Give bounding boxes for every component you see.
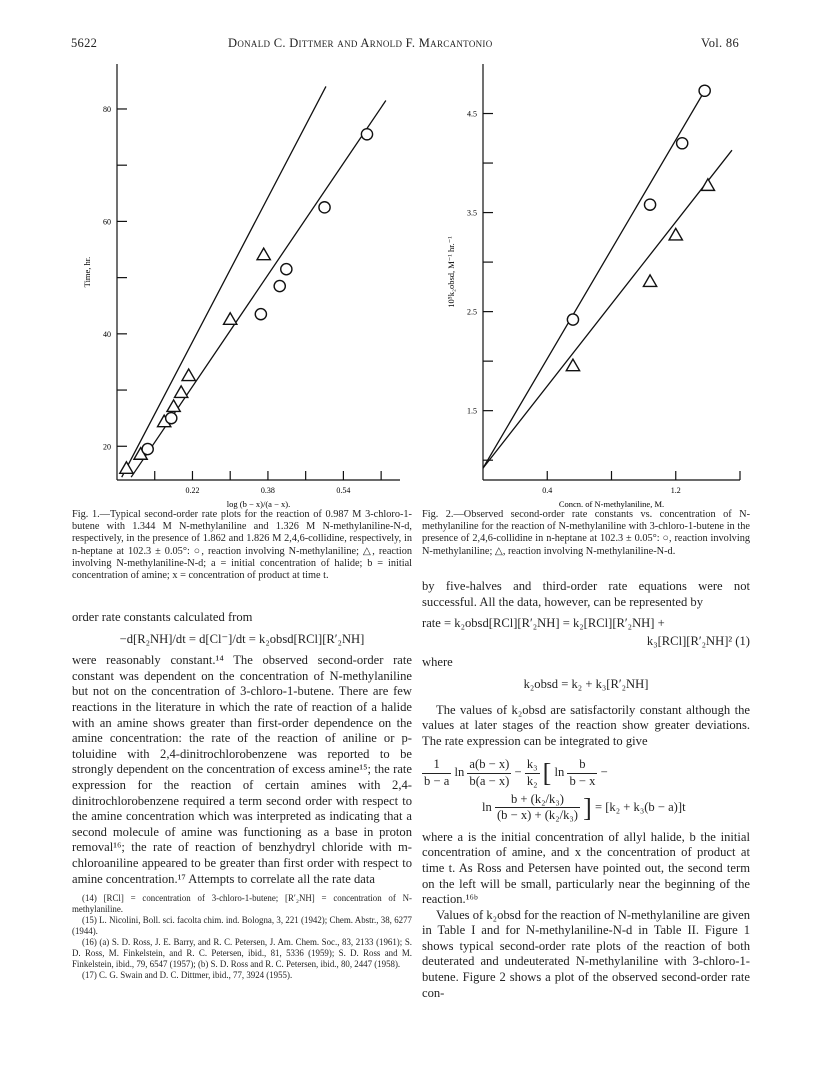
data-point-triangle	[669, 228, 682, 240]
fit-line-circle	[483, 91, 705, 468]
running-header-authors: Donald C. Dittmer and Arnold F. Marcantonio	[228, 36, 493, 50]
open-bracket: [	[542, 758, 552, 788]
data-point-triangle	[120, 462, 133, 474]
data-point-circle	[281, 264, 292, 275]
y-tick-label: 40	[103, 329, 111, 339]
data-point-circle	[319, 202, 330, 213]
figure-1-axes	[117, 64, 400, 480]
equation-1-line-1: rate = k₂obsd[RCl][R′₂NH] = k₂[RCl][R′₂NH] +	[422, 616, 665, 631]
left-paragraph-2: were reasonably constant.¹⁴ The observed second-order rate constant was dependent on the concentration of N-methylaniline but not on the concentration of 3-chloro-1-butene. There are few reactions in the literature in which the rate of reaction of a halide with an amine shows greater than first-order dependence on the amine concentration: the rate of the reaction of aniline or p-toluidine with 2,4-dinitrochlorobenzene was reported to be strongly dependent on the concentration of excess amine¹⁵; the rate expression for the reaction of certain amines with 2,4-dinitrochlorobenzene required a term second order with respect to the amine concentration which was interpreted as indicating that a second molecule of amine was functioning as a base in proton removal¹⁶; the rate of reaction of benzhydryl chloride with m-chloroaniline appeared to be greater than first order with respect to amine concentration.¹⁷ Attempts to correlate all the rate data	[72, 653, 412, 886]
footnote-16: (16) (a) S. D. Ross, J. E. Barry, and R. C. Petersen, J. Am. Chem. Soc., 83, 2133 (1961); S. D. Ross, M. Finkelstein, and R. C. Petersen, ibid., 81, 5336 (1959); S. D. Ross and M. Finkelstein, ibid., 79, 6547 (1957); (b) S. D. Ross and R. C. Petersen, ibid., 80, 2447 (1958).	[72, 937, 412, 970]
fit-line-triangle	[122, 86, 326, 477]
x-tick-label: 0.38	[260, 486, 275, 495]
integrated-equation-line-1	[422, 757, 750, 789]
right-column	[422, 579, 750, 1001]
data-point-circle	[677, 138, 688, 149]
right-paragraph-3: where a is the initial concentration of allyl halide, b the initial concentration of amine, and x the concentration of product at time t. As Ross and Petersen have pointed out, the second term on the left will be small, particularly near the beginning of the reaction.¹⁶ᵇ	[422, 829, 750, 907]
footnotes	[72, 893, 412, 981]
figure-1-caption: Fig. 1.—Typical second-order rate plots for the reaction of 0.987 M 3-chloro-1-butene with 1.344 M N-methylaniline and 1.326 M N-methylaniline-N-d, respectively, in the presence of 1.862 and 1.826 M 2,4,6-collidine, respectively, in n-heptane at 102.3 ± 0.05°: ○, reaction involving N-methylaniline; △, reaction involving N-methylaniline-N-d; a = initial concentration of halide; b = initial concentration of amine; x = concentration of product at time t.	[72, 509, 412, 582]
data-point-triangle	[643, 275, 656, 287]
fit-line-triangle	[483, 150, 732, 468]
data-point-circle	[142, 443, 153, 454]
close-bracket: ]	[583, 792, 592, 822]
data-point-triangle	[224, 313, 237, 325]
figure-2-markers	[566, 85, 714, 371]
equation-k2obsd: k₂obsd = k₂ + k₃[R′₂NH]	[523, 676, 649, 691]
y-tick-label: 3.5	[467, 208, 477, 218]
data-point-triangle	[167, 400, 180, 412]
left-column	[72, 610, 412, 981]
data-point-triangle	[701, 179, 714, 191]
left-paragraph-1: order rate constants calculated from	[72, 610, 253, 624]
y-tick-label: 1.5	[467, 406, 477, 416]
ln-symbol-2: ln	[554, 765, 565, 780]
integrated-equation-rhs: = [k₂ + k₃(b − a)]t	[594, 799, 686, 814]
equation-1-line-2: k₃[RCl][R′₂NH]² (1)	[646, 633, 750, 648]
data-point-circle	[567, 314, 578, 325]
ln-symbol: ln	[454, 765, 465, 780]
figure-2-fit-lines	[483, 91, 732, 468]
where-label-1: where	[422, 655, 453, 670]
x-axis-label: log (b − x)/(a − x).	[226, 499, 291, 509]
data-point-triangle	[182, 369, 195, 381]
integrated-equation-line-2	[482, 792, 750, 824]
y-tick-label: 2.5	[467, 307, 477, 317]
equation-rate-definition: −d[R₂NH]/dt = d[Cl⁻]/dt = k₂obsd[RCl][R′₂NH]	[119, 631, 365, 646]
data-point-circle	[166, 413, 177, 424]
y-tick-label: 4.5	[467, 109, 477, 119]
data-point-triangle	[174, 386, 187, 398]
data-point-circle	[361, 129, 372, 140]
x-tick-label: 0.4	[542, 486, 553, 495]
ln-symbol-3: ln	[482, 799, 492, 814]
page-number: 5622	[71, 36, 98, 50]
volume-label: Vol. 86	[701, 36, 739, 50]
figure-1-fit-lines	[122, 86, 386, 477]
x-axis-label: Concn. of N-methylaniline, M.	[558, 499, 665, 509]
x-tick-label: 0.22	[185, 486, 200, 495]
data-point-triangle	[566, 359, 579, 371]
minus-sign-2: −	[600, 765, 608, 780]
y-tick-label: 20	[103, 442, 111, 452]
right-paragraph-2: The values of k₂obsd are satisfactorily constant although the values at later stages of the reaction show greater deviations. The rate expression can be integrated to give	[422, 702, 750, 748]
footnote-14: (14) [RCl] = concentration of 3-chloro-1-butene; [R′₂NH] = concentration of N-methylaniline.	[72, 893, 412, 915]
fraction-k3-over-k2: $\frac{\text{k₃}}{\text{k₂}}$	[526, 757, 538, 788]
footnote-17: (17) C. G. Swain and D. C. Dittmer, ibid., 77, 3924 (1955).	[82, 970, 293, 981]
y-axis-label: 10⁵k₂obsd, M⁻¹ hr.⁻¹	[446, 236, 456, 308]
data-point-circle	[644, 199, 655, 210]
fraction-b-over-b-minus-x: $\frac{b}{b - x}$	[569, 757, 596, 788]
figure-1-chart	[70, 60, 420, 510]
x-tick-label: 0.54	[336, 486, 351, 495]
figure-2-chart	[440, 60, 750, 510]
fraction-one-over-b-minus-a: $\frac{1}{b - a}$	[424, 757, 450, 788]
x-tick-label: 1.2	[670, 486, 681, 495]
figure-2-caption: Fig. 2.—Observed second-order rate constants vs. concentration of N-methylaniline for the reaction of N-methylaniline with 3-chloro-1-butene in the presence of 2,4,6-collidine in n-heptane at 102.3 ± 0.05°: ○, reaction involving N-methylaniline; △, reaction involving N-methylaniline-N-d.	[422, 509, 750, 557]
data-point-circle	[274, 280, 285, 291]
data-point-circle	[255, 309, 266, 320]
data-point-circle	[699, 85, 710, 96]
right-paragraph-1: by five-halves and third-order rate equations were not successful. All the data, however, can be represented by	[422, 579, 750, 609]
y-tick-label: 80	[103, 104, 111, 114]
figure-1-markers	[120, 129, 373, 474]
y-tick-label: 60	[103, 217, 111, 227]
footnote-15: (15) L. Nicolini, Boll. sci. facolta chim. ind. Bologna, 3, 221 (1942); Chem. Abstr., 38, 6277 (1944).	[72, 915, 412, 937]
fraction-ratio-term: $\frac{\text{b + (k₂/k₃)}}{\text{(b − x) + (k₂/k₃)}}$	[496, 791, 578, 823]
figure-2-axes	[483, 64, 740, 480]
minus-sign: −	[514, 765, 522, 780]
fraction-log-term: $\frac{a(b - x)}{b(a - x)}$	[469, 757, 510, 788]
data-point-triangle	[257, 248, 270, 260]
y-axis-label: Time, hr.	[82, 256, 92, 288]
right-paragraph-4: Values of k₂obsd for the reaction of N-methylaniline are given in Table I and for N-methylaniline-N-d in Table II. Figure 1 shows typical second-order rate plots of the reaction of both deuterated and undeuterated N-methylaniline with 3-chloro-1-butene. Figure 2 shows a plot of the observed second-order rate con-	[422, 907, 750, 1000]
figure-2-labels	[446, 110, 681, 509]
